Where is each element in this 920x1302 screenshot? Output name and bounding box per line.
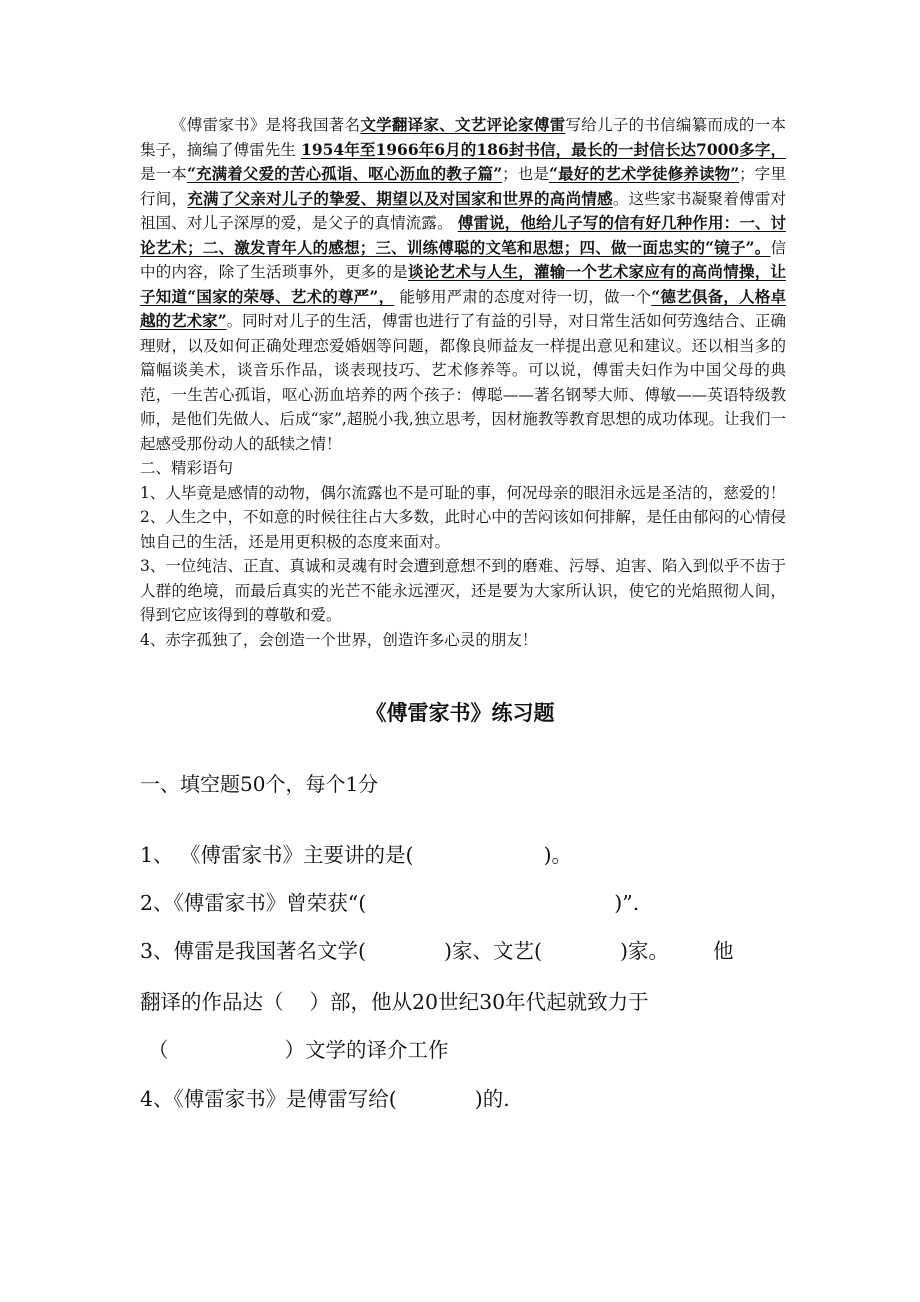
question-4 xyxy=(140,1082,510,1112)
question-3-line-2 xyxy=(140,985,649,1015)
section-heading: 二、精彩语句 xyxy=(140,459,234,477)
highlight: “充满着父爱的苦心孤诣、呕心沥血的教子篇” xyxy=(186,164,503,183)
quote-4: 4、赤字孤独了，会创造一个世界，创造许多心灵的朋友！ xyxy=(140,630,538,649)
text: 能够用严肃的态度对待一切，做一个 xyxy=(394,287,652,306)
text: 。同时对儿子的生活，傅雷也进行了有益的引导，对日常生活如何劳逸结合、正确理财，以及如何正确处理恋爱婚姻等问题，都像良师益友一样提出意见和建议。还以相当多的篇幅谈美术，谈音乐作品，谈表现技巧、艺术修养等。可以说，傅雷夫妇作为中国父母的典范，一生苦心孤诣，呕心沥血培养的两个孩子：傅聪——著名钢琴大师、傅敏——英语特级教师，是他们先做人、后成“家”,超脱小我,独立思考，因材施教等教育思想的成功体现。让我们一起感受那份动人的舐犊之情！ xyxy=(140,312,786,453)
text: 写给儿子的书信编纂而成的一本集子，摘编了傅雷先生 xyxy=(140,116,786,159)
quote-3: 3、一位纯洁、正直、真诚和灵魂有时会遭到意想不到的磨难、污辱、迫害、陷入到似乎不齿于人群的绝境，而最后真实的光芒不能永远湮灭，还是要为大家所认识，使它的光焰照彻人间，得到它应该得到的尊敬和爱。 xyxy=(140,557,786,624)
text: )家、文艺( xyxy=(444,939,543,963)
highlight: 谈论艺术与人生，灌输一个艺术家应有的高尚情操，让子知道“国家的荣辱、艺术的尊严”， xyxy=(140,262,786,306)
text: )家。 xyxy=(620,939,670,963)
question-3-line-1 xyxy=(140,934,734,964)
quote-2: 2、人生之中，不如意的时候往往占大多数，此时心中的苦闷该如何排解，是任由郁闷的心情侵蚀自己的生活，还是用更积极的态度来面对。 xyxy=(140,508,786,551)
text: 2、《傅雷家书》曾荣获“( xyxy=(140,891,367,915)
question-3-line-3 xyxy=(148,1033,449,1063)
highlight: 1954年至1966年6月的186封书信，最长的一封信长达7000多字， xyxy=(301,139,786,159)
text: ；字里行间， xyxy=(140,165,786,208)
text: )。 xyxy=(543,843,573,867)
text: ）部，他从20世纪30年代起就致力于 xyxy=(309,990,649,1014)
text: 翻译的作品达（ xyxy=(140,990,284,1014)
intro-paragraph xyxy=(140,113,786,456)
intro-text xyxy=(140,113,786,652)
question-1 xyxy=(140,838,572,868)
text: ；也是 xyxy=(502,165,550,183)
text: 1、 《傅雷家书》主要讲的是( xyxy=(140,843,414,867)
section-title: 一、填空题50个，每个1分 xyxy=(140,772,379,796)
exercise-title: 《傅雷家书》练习题 xyxy=(365,700,555,725)
text: )的. xyxy=(474,1087,510,1111)
text: 《傅雷家书》是将我国著名 xyxy=(171,116,361,134)
highlight: 文学翻译家、文艺评论家傅雷 xyxy=(360,115,566,134)
text: ）文学的译介工作 xyxy=(284,1038,449,1062)
text: 他 xyxy=(713,939,734,963)
highlight: 充满了父亲对儿子的挚爱、期望以及对国家和世界的高尚情感 xyxy=(187,188,613,208)
highlight: “最好的艺术学徒修养读物” xyxy=(549,164,740,183)
text: 。这些家书凝聚着傅雷对祖国、对儿子深厚的爱，是父子的真情流露。 xyxy=(140,189,786,232)
highlight: “德艺俱备，人格卓越的艺术家” xyxy=(140,286,787,330)
text: （ xyxy=(148,1038,169,1062)
quote-1: 1、人毕竟是感情的动物，偶尔流露也不是可耻的事，何况母亲的眼泪永远是圣洁的，慈爱的！ xyxy=(140,483,786,502)
text: 信中的内容，除了生活琐事外，更多的是 xyxy=(140,238,786,281)
highlight: 傅雷说，他给儿子写的信有好几种作用：一、讨论艺术；二、激发青年人的感想；三、训练傅聪的文笔和思想；四、做一面忠实的“镜子”。 xyxy=(140,213,786,257)
text: 3、傅雷是我国著名文学( xyxy=(140,939,367,963)
text: 是一本 xyxy=(140,165,187,183)
text: 4、《傅雷家书》是傅雷写给( xyxy=(140,1087,397,1111)
text: )”. xyxy=(614,891,640,915)
question-2 xyxy=(140,886,639,916)
